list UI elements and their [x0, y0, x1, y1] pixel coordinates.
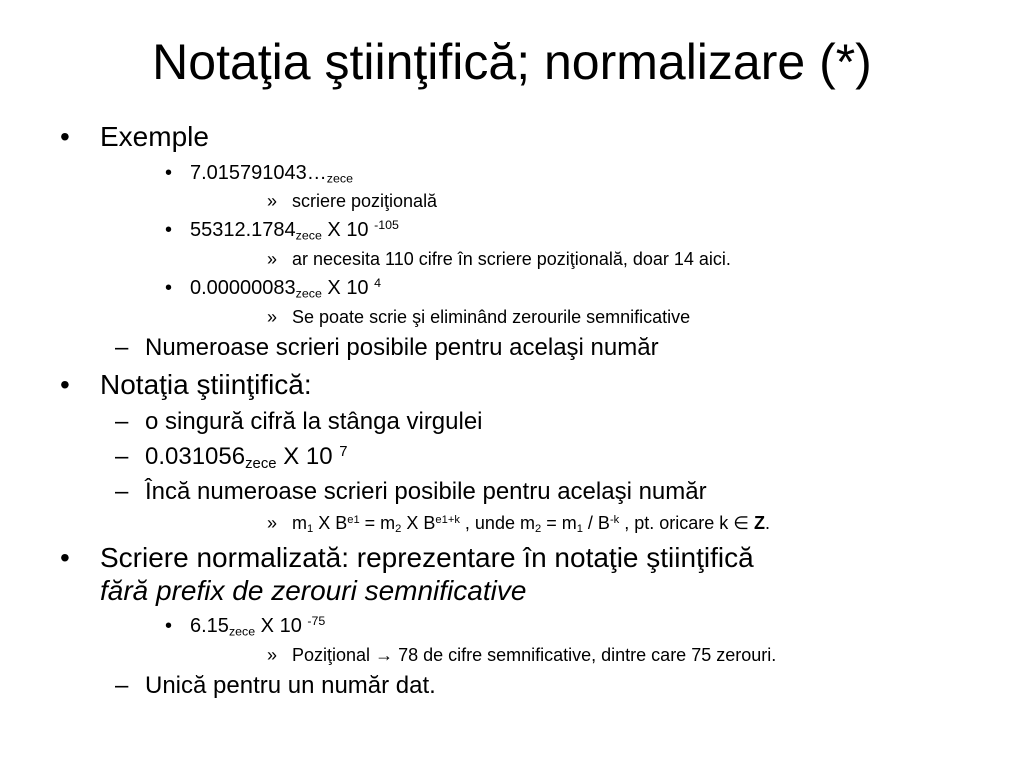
- bullet-dot: •: [165, 277, 173, 299]
- bullet-dash: –: [115, 672, 129, 699]
- example-5: $6.15_{zece}$ X 10 $^{-75}$: [190, 614, 326, 639]
- arrow-right-icon: →: [375, 645, 394, 665]
- bullet-dash: –: [115, 334, 129, 361]
- bullet-guillemet: »: [267, 307, 278, 327]
- bullet-dash: –: [115, 443, 129, 470]
- example-2: $55312.1784_{zece}$ X 10 $^{-105}$: [190, 218, 399, 243]
- example-5-note: Poziţional → 78 de cifre semnificative, dintre care 75 zerouri.: [292, 645, 777, 665]
- bullet-dot: •: [165, 219, 173, 241]
- bullet-dash: –: [115, 478, 129, 505]
- slide-title: Notaţia ştiinţifică; normalizare (*): [152, 34, 872, 90]
- example-3: $0.00000083_{zece}$ X 10 $^4$: [190, 276, 382, 301]
- heading-normalizata: Scriere normalizată: reprezentare în notaţie ştiinţifică: [100, 542, 754, 573]
- bullet-dot: •: [60, 369, 70, 400]
- bullet-dot: •: [165, 615, 173, 637]
- heading-exemple: Exemple: [100, 121, 209, 152]
- bullet-guillemet: »: [267, 513, 278, 533]
- inca-numeroase: Încă numeroase scrieri posibile pentru acelaşi număr: [145, 478, 707, 505]
- bullet-dot: •: [60, 542, 70, 573]
- bullet-guillemet: »: [267, 645, 278, 665]
- example-1: $7.015791043\dots_{zece}$: [190, 162, 353, 186]
- bullet-dash: –: [115, 408, 129, 435]
- singura-cifra: o singură cifră la stânga virgulei: [145, 408, 483, 435]
- bullet-dot: •: [165, 162, 173, 184]
- bullet-guillemet: »: [267, 249, 278, 269]
- numeroase-scrieri: Numeroase scrieri posibile pentru acelaşi număr: [145, 334, 659, 361]
- bullet-dot: •: [60, 121, 70, 152]
- example-2-note: ar necesita 110 cifre în scriere poziţională, doar 14 aici.: [292, 249, 731, 269]
- example-4: $0.031056_{zece}$ X 10 $^7$: [145, 443, 348, 473]
- example-1-note: scriere poziţională: [292, 191, 438, 211]
- bullet-guillemet: »: [267, 191, 278, 211]
- unica: Unică pentru un număr dat.: [145, 672, 436, 699]
- formula-line: $m_1$ X $B^{e1} = m_2$ X $B^{e1+k}$ , unde $m_2 = m_1 / B^{-k}$ , pt. oricare k ∈ Z.: [292, 513, 770, 536]
- element-of-icon: ∈: [733, 513, 749, 533]
- heading-notatia: Notaţia ştiinţifică:: [100, 369, 312, 400]
- normalizata-italic: fără prefix de zerouri semnificative: [100, 575, 527, 606]
- example-3-note: Se poate scrie şi eliminând zerourile semnificative: [292, 307, 691, 327]
